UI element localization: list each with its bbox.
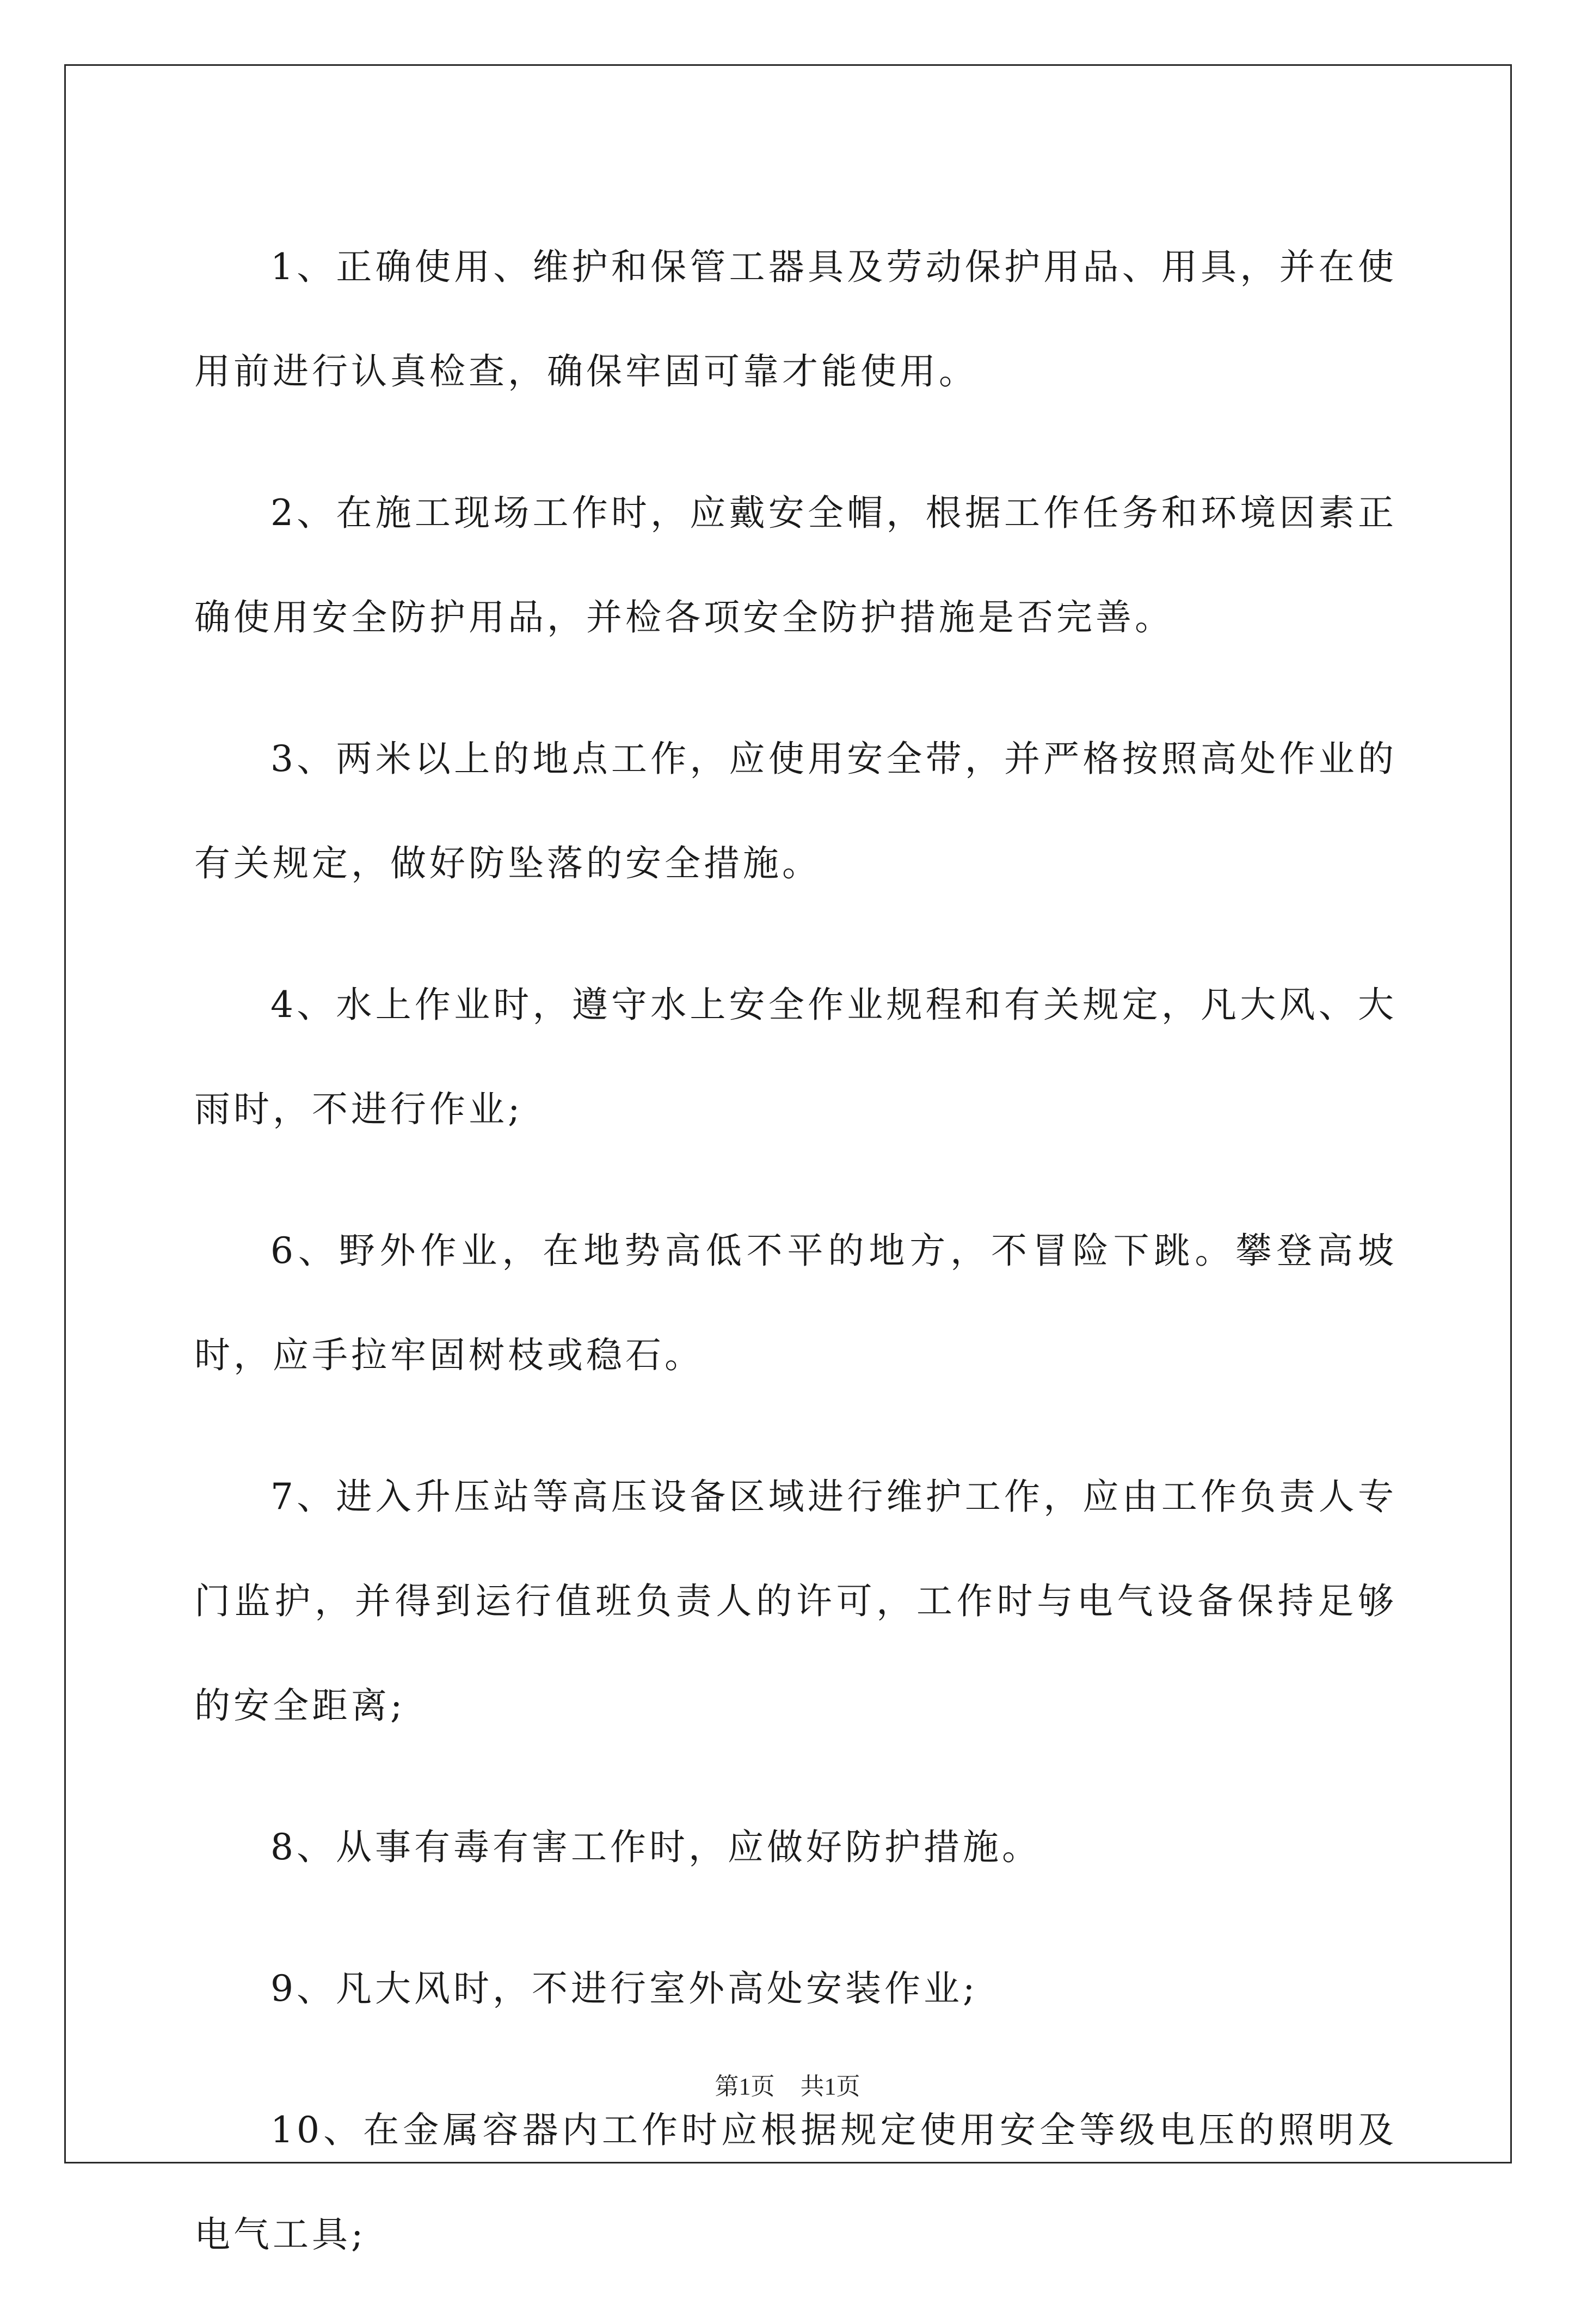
paragraph-9: 9、凡大风时，不进行室外高处安装作业;	[270, 1968, 979, 2009]
document-body	[194, 215, 1397, 2324]
paragraph-6: 6、野外作业，在地势高低不平的地方，不冒险下跳。攀登高坡时，应手拉牢固树枝或稳石。	[194, 1230, 1397, 1376]
paragraph-8: 8、从事有毒有害工作时，应做好防护措施。	[270, 1826, 1041, 1868]
paragraph-2: 2、在施工现场工作时，应戴安全帽，根据工作任务和环境因素正确使用安全防护用品，并检各项安全防护措施是否完善。	[194, 492, 1397, 638]
paragraph-4: 4、水上作业时，遵守水上安全作业规程和有关规定，凡大风、大雨时，不进行作业;	[194, 984, 1397, 1130]
page-footer	[0, 2070, 1575, 2103]
paragraph-3: 3、两米以上的地点工作，应使用安全带，并严格按照高处作业的有关规定，做好防坠落的安全措施。	[194, 738, 1397, 884]
paragraph-7: 7、进入升压站等高压设备区域进行维护工作，应由工作负责人专门监护，并得到运行值班负责人的许可，工作时与电气设备保持足够的安全距离;	[194, 1476, 1397, 1727]
paragraph-1: 1、正确使用、维护和保管工器具及劳动保护用品、用具，并在使用前进行认真检查，确保牢固可靠才能使用。	[194, 246, 1397, 392]
page-number-total: 共1页	[800, 2073, 860, 2100]
page-number-current: 第1页	[715, 2073, 775, 2100]
paragraph-10: 10、在金属容器内工作时应根据规定使用安全等级电压的照明及电气工具;	[194, 2109, 1397, 2255]
